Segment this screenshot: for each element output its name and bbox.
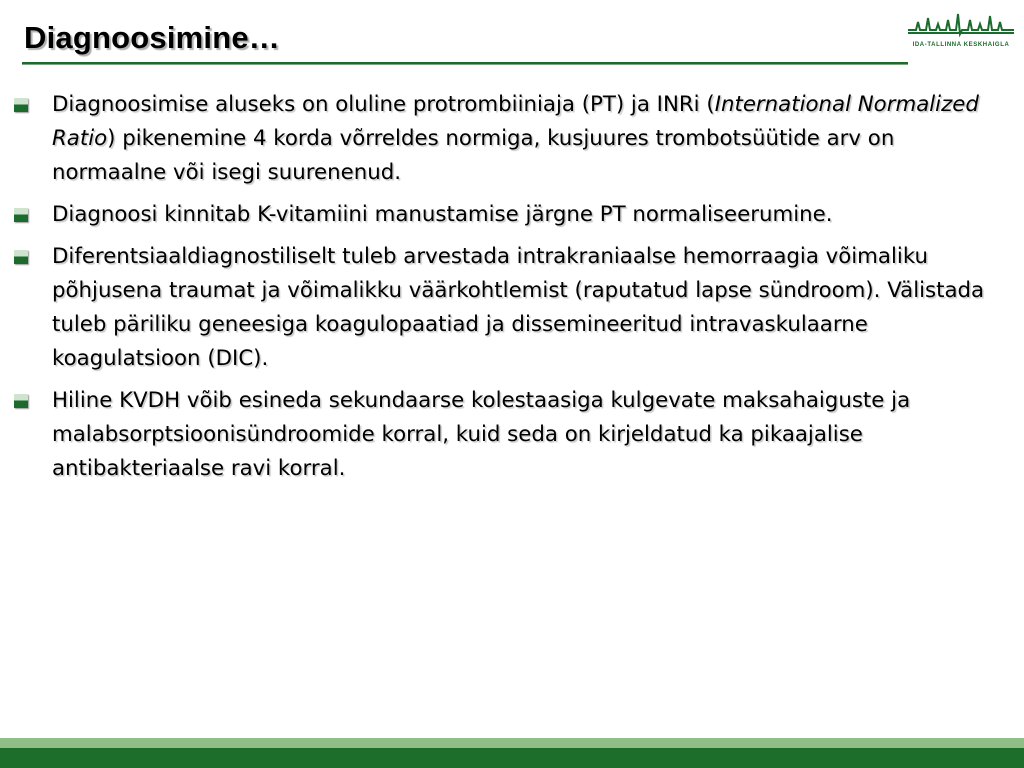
- slide-title: Diagnoosimine…: [24, 20, 280, 55]
- bullet-text: Hiline KVDH võib esineda sekundaarse kolestaasiga kulgevate maksahaiguste ja malabsorptsioonisündroomide korral, kuid seda on kirjeldatud ka pikaajalise antibakteriaalse ravi korral.: [52, 388, 911, 481]
- bullet-item: [14, 88, 1010, 190]
- footer-band-dark: [0, 748, 1024, 768]
- bullet-text-post: ) pikenemine 4 korda võrreldes normiga, kusjuures trombotsüütide arv on normaalne või isegi suurenenud.: [52, 126, 895, 185]
- logo-text: IDA-TALLINNA KESKHAIGLA: [912, 42, 1010, 48]
- heartbeat-skyline-icon: [906, 8, 1016, 40]
- title-divider: [22, 62, 908, 64]
- bullet-text-italic: International Normalized Ratio: [52, 92, 979, 151]
- square-bullet-icon: [14, 250, 28, 264]
- hospital-logo: [906, 8, 1016, 48]
- square-bullet-icon: [14, 98, 28, 112]
- bullet-item: [14, 240, 1010, 376]
- square-bullet-icon: [14, 208, 28, 222]
- bullet-text: Diagnoosi kinnitab K-vitamiini manustamise järgne PT normaliseerumine.: [52, 202, 833, 227]
- square-bullet-icon: [14, 394, 28, 408]
- bullet-text: Diferentsiaaldiagnostiliselt tuleb arvestada intrakraniaalse hemorraagia võimaliku põhjusena traumat ja võimalikku väärkohtlemist (raputatud lapse sündroom). Välistada tuleb päriliku geneesiga koagulopaatiad ja dissemineeritud intravaskulaarne koagulatsioon (DIC).: [52, 244, 985, 371]
- bullet-item: [14, 198, 1010, 232]
- footer-band-light: [0, 738, 1024, 748]
- bullet-text-pre: Diagnoosimise aluseks on oluline protrombiiniaja (PT) ja INRi (: [52, 92, 715, 117]
- bullet-item: [14, 384, 1010, 486]
- bullet-list: [14, 88, 1010, 494]
